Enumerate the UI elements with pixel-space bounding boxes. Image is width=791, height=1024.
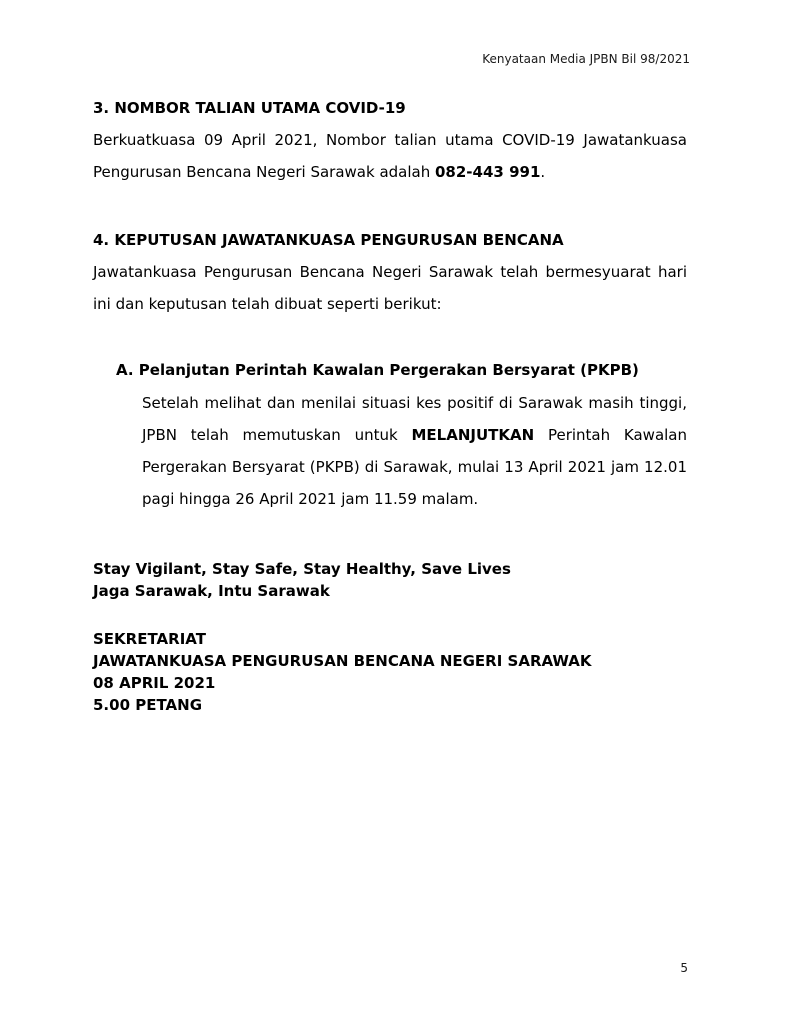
signature-secretariat: SEKRETARIAT — [93, 630, 206, 648]
decision-a-heading: A. Pelanjutan Perintah Kawalan Pergerakan Bersyarat (PKPB) — [116, 361, 639, 379]
signature-time: 5.00 PETANG — [93, 696, 203, 714]
section-4-intro: Jawatankuasa Pengurusan Bencana Negeri Sarawak telah bermesyuarat hari ini dan keputusan telah dibuat seperti berikut: — [93, 263, 687, 313]
decision-a-emphasis: MELANJUTKAN — [411, 426, 535, 444]
document-content — [93, 97, 687, 716]
slogans — [93, 558, 687, 602]
hotline-number: 082-443 991 — [435, 163, 541, 181]
page-number: 5 — [680, 961, 688, 975]
section-4-heading: 4. KEPUTUSAN JAWATANKUASA PENGURUSAN BENCANA — [93, 231, 564, 249]
signature-block — [93, 628, 687, 716]
slogan-line: Jaga Sarawak, Intu Sarawak — [93, 582, 330, 600]
signature-date: 08 APRIL 2021 — [93, 674, 216, 692]
section-3-text-end: . — [540, 163, 546, 181]
section-3-paragraph — [93, 124, 687, 188]
slogan-line: Stay Vigilant, Stay Safe, Stay Healthy, Save Lives — [93, 560, 511, 578]
decision-a-text: Setelah melihat dan menilai situasi kes positif di Sarawak masih tinggi, JPBN telah memutuskan untuk — [142, 394, 687, 444]
signature-committee: JAWATANKUASA PENGURUSAN BENCANA NEGERI SARAWAK — [93, 652, 592, 670]
decision-a-body — [142, 387, 687, 515]
section-3-text: Berkuatkuasa 09 April 2021, Nombor talian utama COVID-19 Jawatankuasa Pengurusan Bencana Negeri Sarawak adalah — [93, 131, 687, 181]
media-statement-reference: Kenyataan Media JPBN Bil 98/2021 — [482, 52, 690, 66]
section-hotline — [93, 97, 687, 188]
decision-a-text-end: Perintah Kawalan Pergerakan Bersyarat (PKPB) di Sarawak, mulai 13 April 2021 jam 12.01 pagi hingga 26 April 2021 jam 11.59 malam. — [142, 426, 687, 508]
section-3-heading: 3. NOMBOR TALIAN UTAMA COVID-19 — [93, 99, 406, 117]
section-decisions — [93, 229, 687, 515]
decision-item-a — [116, 359, 687, 515]
